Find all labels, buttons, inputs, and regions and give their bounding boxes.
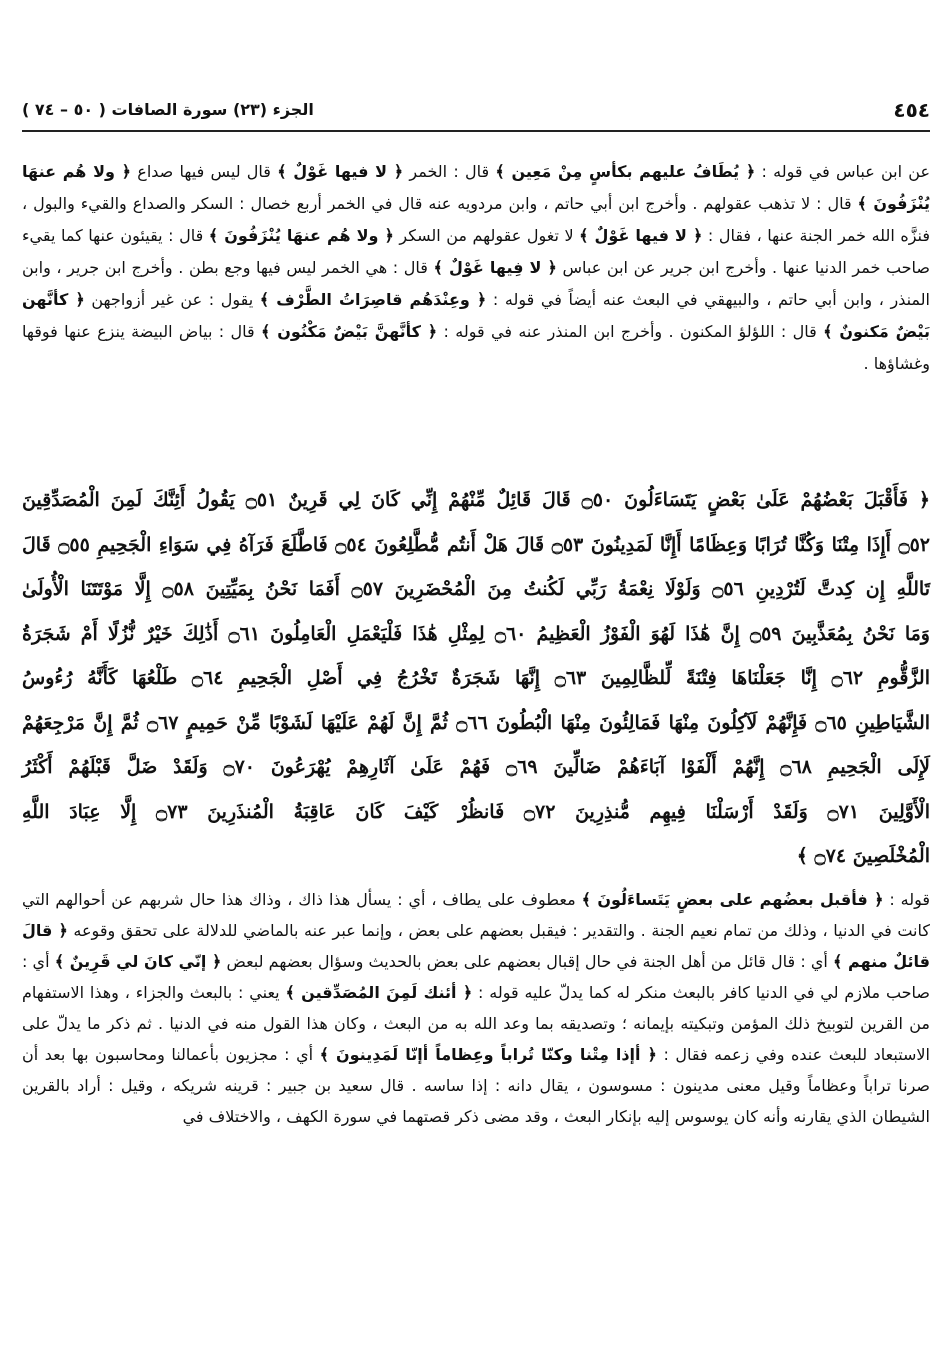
quran-quote: ﴿ لا فِيها غَوْلٌ ﴾ [433,258,557,277]
commentary-text: قال : الخمر [403,162,496,181]
commentary-text: قوله : [883,890,931,909]
verse-line: ﴿ فَأَقْبَلَ بَعْضُهُمْ عَلَىٰ بَعْضٍ يَتَسَاءَلُونَ ۝٥٠ قَالَ قَائِلٌ مِّنْهُمْ إِنِّي كَانَ لِي قَرِينٌ ۝٥١ يَقُولُ أَئِنَّكَ لَمِنَ الْمُصَدِّقِينَ [22,489,931,511]
commentary-text: قال ليس فيها صداع [131,162,278,181]
commentary-text: قال : يقيئون عنها كما يقيء صاحب خمر الدنيا عنها . وأخرج ابن جرير عن ابن عباس [22,226,931,277]
tafsir-paragraph-1-text [22,156,930,380]
commentary-text: قال : لا تذهب عقولهم . وأخرج ابن أبي حاتم ، وابن مردويه عنه قال في الخمر أربع خصال : السكر والصداع والقيء والبول ، فنزَّه الله خمر الجنة عنها ، فقال : [22,194,931,245]
verse-line: الشَّيَاطِينِ ۝٦٥ فَإِنَّهُمْ لَآكِلُونَ مِنْهَا فَمَالِئُونَ مِنْهَا الْبُطُونَ ۝٦٦ ثُمَّ إِنَّ لَهُمْ عَلَيْهَا لَشَوْبًا مِّنْ حَمِيمٍ ۝٦٧ ثُمَّ إِنَّ مَرْجِعَهُمْ [22,711,931,734]
quran-verses-block [22,478,930,879]
quran-quote: ﴿ لا فيها غَوْلٌ ﴾ [277,162,404,181]
quran-quote: ﴿ ولا هُم عنهَا يُنْزَفُونَ ﴾ [208,226,394,245]
verse-line: الْمُخْلَصِينَ ۝٧٤ ﴾ [796,845,930,867]
commentary-text: قال : هي الخمر ليس فيها وجع بطن . وأخرج ابن جرير ، وابن المنذر ، وابن أبي حاتم ، والبيهقي في البعث عنه أيضاً في قوله : [22,258,931,309]
quran-quote: ﴿ قالَ قائلٌ منهم ﴾ [22,921,931,971]
commentary-text: قال : بياض البيضة ينزع عنها فوقها وغشاؤها . [22,322,930,373]
quran-quote: ﴿ فأقبل بعضُهم على بعضٍ يَتَساءَلُونَ ﴾ [581,890,884,909]
quran-quote: ﴿ وعِنْدَهُم قاصِرَاتُ الطَّرْف ﴾ [259,290,487,309]
quran-quote: ﴿ أئنك لَمِنَ المُصَدِّقين ﴾ [285,983,473,1002]
quran-quote: ﴿ لا فيها غَوْلٌ ﴾ [579,226,703,245]
commentary-text: قال : اللؤلؤ المكنون . وأخرج ابن المنذر عنه في قوله : [437,322,824,341]
tafsir-paragraph-1 [22,156,930,380]
commentary-text: يعني : بالبعث والجزاء ، وهذا الاستفهام من القرين لتوبيخ ذلك المؤمن وتبكيته بإيمانه ؛ وتصديقه بما وعد الله به من البعث ، وكان هذا القول منه في الدنيا . ثم ذكر ما يدلّ على الاستبعاد للبعث عنده وفي زعمه فقال : [22,983,931,1064]
commentary-text: أي : مجزيون بأعمالنا ومحاسبون بها بعد أن صرنا تراباً وعظاماً وقيل معنى مدينون : مسوسون ، يقال دانه : إذا ساسه . قال سعيد بن جبير : قرينه شريكه ، وقيل : أراد بالقرين الشيطان الذي يقارنه وأنه كان يوسوس إليه بإنكار البعث ، وقد مضى ذكر قصتهما في سورة الكهف ، والاختلاف في [22,1045,930,1126]
page-number: ٤٥٤ [893,98,930,122]
verse-line: لَإِلَى الْجَحِيمِ ۝٦٨ إِنَّهُمْ أَلْفَوْا آبَاءَهُمْ ضَالِّينَ ۝٦٩ فَهُمْ عَلَىٰ آثَارِهِمْ يُهْرَعُونَ ۝٧٠ وَلَقَدْ ضَلَّ قَبْلَهُمْ أَكْثَرُ [22,756,930,778]
verse-line: الزَّقُّومِ ۝٦٢ إِنَّا جَعَلْنَاهَا فِتْنَةً لِّلظَّالِمِينَ ۝٦٣ إِنَّهَا شَجَرَةٌ تَخْرُجُ فِي أَصْلِ الْجَحِيمِ ۝٦٤ طَلْعُهَا كَأَنَّهُ رُءُوسُ [22,667,930,689]
running-title: الجزء (٢٣) سورة الصافات ( ٥٠ – ٧٤ ) [22,100,314,119]
tafsir-paragraph-2 [22,884,930,1132]
verse-line: وَمَا نَحْنُ بِمُعَذَّبِينَ ۝٥٩ إِنَّ هَٰذَا لَهُوَ الْفَوْزُ الْعَظِيمُ ۝٦٠ لِمِثْلِ هَٰذَا فَلْيَعْمَلِ الْعَامِلُونَ ۝٦١ أَذَٰلِكَ خَيْرٌ نُّزُلًا أَمْ شَجَرَةُ [22,622,930,645]
verse-line: ۝٥٢ أَإِذَا مِتْنَا وَكُنَّا تُرَابًا وَعِظَامًا أَإِنَّا لَمَدِينُونَ ۝٥٣ قَالَ هَلْ أَنتُم مُّطَّلِعُونَ ۝٥٤ فَاطَّلَعَ فَرَآهُ فِي سَوَاءِ الْجَحِيمِ ۝٥٥ قَالَ [22,533,930,556]
commentary-text: معطوف على يطاف ، أي : يسأل هذا ذاك ، وذاك هذا حال شربهم عن أحوالهم التي كانت في الدنيا ، وذلك من تمام نعيم الجنة . والتقدير : فيقبل بعضهم على بعض ، وإنما عبر عنه بالماضي للدلالة على تحقق وقوعه [22,890,930,940]
quran-quote: ﴿ أإذا مِتْنا وكنّا تُراباً وعِظاماً أإنّا لَمَدِينونَ ﴾ [319,1045,657,1064]
commentary-text: أي : قال قائل من أهل الجنة في حال إقبال بعضهم على بعض بالحديث وسؤال بعضهم لبعض [221,952,834,971]
verse-line: تَاللَّهِ إِن كِدتَّ لَتُرْدِينِ ۝٥٦ وَلَوْلَا نِعْمَةُ رَبِّي لَكُنتُ مِنَ الْمُحْضَرِينَ ۝٥٧ أَفَمَا نَحْنُ بِمَيِّتِينَ ۝٥٨ إِلَّا مَوْتَتَنَا الْأُولَىٰ [22,578,930,600]
commentary-text: عن ابن عباس في قوله : [755,162,931,181]
quran-quote: ﴿ كأنَّهنَّ بَيْضٌ مَكْنُون ﴾ [261,322,438,341]
verse-line: الْأَوَّلِينَ ۝٧١ وَلَقَدْ أَرْسَلْنَا فِيهِم مُّنذِرِينَ ۝٧٢ فَانظُرْ كَيْفَ كَانَ عَاقِبَةُ الْمُنذَرِينَ ۝٧٣ إِلَّا عِبَادَ اللَّهِ [22,800,931,823]
quran-quote: ﴿ إنّي كانَ لي قَرِينٌ ﴾ [54,952,222,971]
quran-quote: ﴿ كأنَّهن بَيْضٌ مَكنونٌ ﴾ [22,290,930,341]
commentary-text: لا تغول عقولهم من السكر [393,226,580,245]
tafsir-paragraph-2-text [22,884,930,1132]
page-header [22,96,930,132]
quran-quote: ﴿ ولا هُم عنهَا يُنْزَفُونَ ﴾ [22,162,930,213]
commentary-text: يقول : عن غير أزواجهن [84,290,260,309]
commentary-text: أي : صاحب ملازم لي في الدنيا كافر بالبعث منكر له كما يدلّ عليه قوله : [22,952,931,1002]
quran-quote: ﴿ يُطَافُ عليهم بكأسٍ مِنْ مَعِين ﴾ [495,162,756,181]
